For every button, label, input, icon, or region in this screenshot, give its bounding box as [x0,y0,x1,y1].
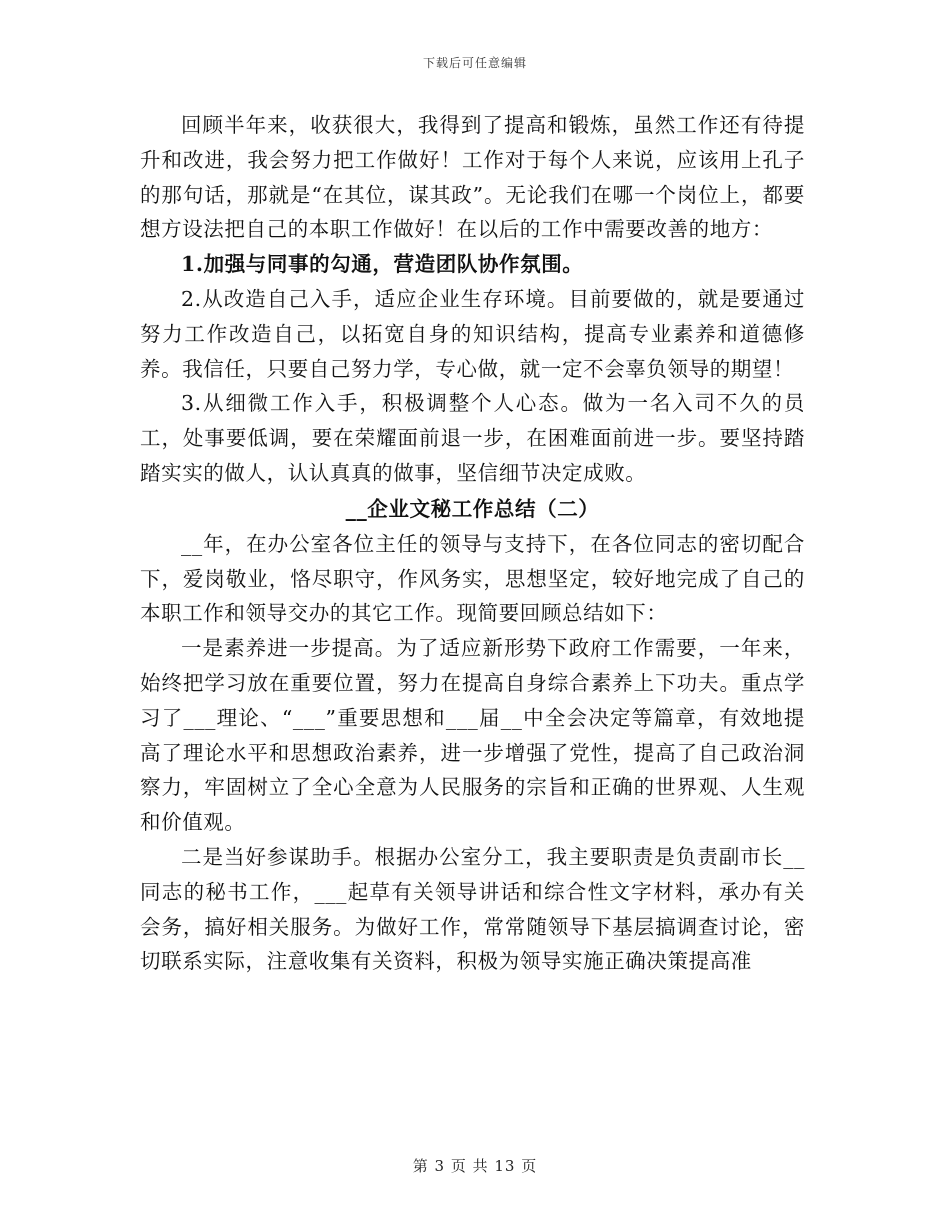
header-note: 下载后可任意编辑 [422,56,527,70]
page-number: 第 3 页 共 13 页 [412,1157,538,1175]
paragraph-assistant: 二是当好参谋助手。根据办公室分工，我主要职责是负责副市长__同志的秘书工作，___起草有关领导讲话和综合性文字材料，承办有关会务，搞好相关服务。为做好工作，常常随领导下基层搞调查讨论，密切联系实际，注意收集有关资料，积极为领导实施正确决策提高准 [140,844,805,974]
paragraph-intro: __年，在办公室各位主任的领导与支持下，在各位同志的密切配合下，爱岗敬业，恪尽职守，作风务实，思想坚定，较好地完成了自己的本职工作和领导交办的其它工作。现简要回顾总结如下： [140,531,805,626]
paragraph-point-2: 2.从改造自己入手，适应企业生存环境。目前要做的，就是要通过努力工作改造自己，以拓宽自身的知识结构，提高专业素养和道德修养。我信任，只要自己努力学，专心做，就一定不会辜负领导的期望！ [140,286,805,381]
paragraph-quality: 一是素养进一步提高。为了适应新形势下政府工作需要，一年来，始终把学习放在重要位置，努力在提高自身综合素养上下功夫。重点学习了___理论、“___”重要思想和___届__中全会决定等篇章，有效地提高了理论水平和思想政治素养，进一步增强了党性，提高了自己政治洞察力，牢固树立了全心全意为人民服务的宗旨和正确的世界观、人生观和价值观。 [140,636,805,835]
document-body [140,108,805,979]
section-title: __企业文秘工作总结（二） [345,496,600,521]
paragraph-review: 回顾半年来，收获很大，我得到了提高和锻炼，虽然工作还有待提升和改进，我会努力把工作做好！工作对于每个人来说，应该用上孔子的那句话，那就是“在其位，谋其政”。无论我们在哪一个岗位上，都要想方设法把自己的本职工作做好！在以后的工作中需要改善的地方： [140,113,805,242]
paragraph-point-3: 3.从细微工作入手，积极调整个人心态。做为一名入司不久的员工，处事要低调，要在荣耀面前退一步，在困难面前进一步。要坚持踏踏实实的做人，认认真真的做事，坚信细节决定成败。 [140,391,805,485]
paragraph-point-1: 1.加强与同事的勾通，营造团队协作氛围。 [181,252,584,277]
